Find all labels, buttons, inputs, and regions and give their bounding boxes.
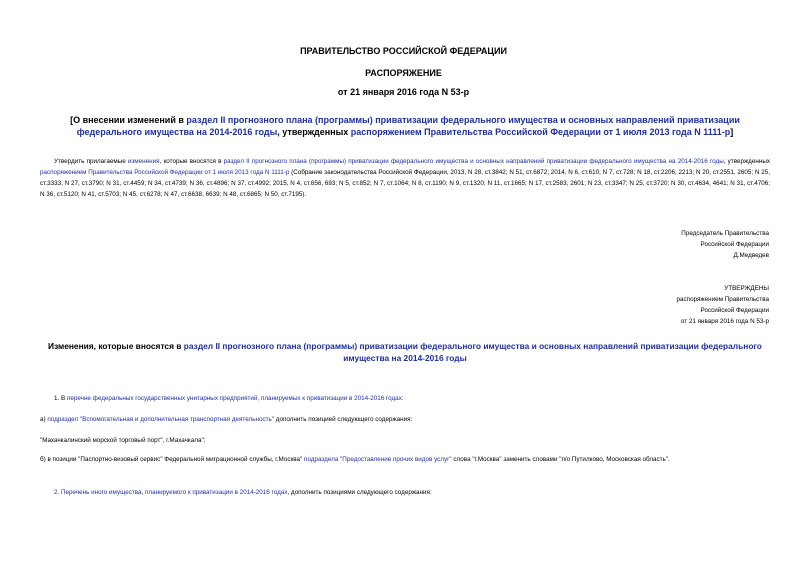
- item-2-link[interactable]: 2. Перечень иного имущества, планируемого к приватизации в 2014-2016 годах: [54, 489, 288, 496]
- item-2: [40, 487, 770, 498]
- item-a-link[interactable]: подраздел "Вспомогательная и дополнительная транспортная деятельность": [47, 416, 275, 423]
- item-a-suffix: дополнить позицией следующего содержания:: [274, 416, 413, 423]
- item-b-link[interactable]: подраздела "Предоставление прочих видов услуг": [304, 456, 452, 463]
- intro-link-section-ii[interactable]: раздел II прогнозного плана (программы) приватизации федерального имущества и основных направлений приватизации федерального имущества на 2014-2016 годы: [223, 158, 724, 165]
- intro-text-1: Утвердить прилагаемые: [54, 158, 128, 165]
- item-b: [40, 454, 770, 465]
- item-1-suffix: :: [401, 395, 404, 402]
- intro-text-4: (Собрание законодательства Российской Федерации, 2013, N 28, ст.3842; N 51, ст.6872; 2014, N 6, ст.610; N 7, ст.728; N 18, ст.2206, 2213; N 20, ст.2551, 2605; N 25, ст.3333; N 27, ст.3790; N 31, ст.4459; N 34, ст.4739; N 36, ст.4896; N 37, ст.4992; 2015, N 4, ст.656, 693; N 5, ст.852; N 7, ст.1064; N 8, ст.1190; N 9, ст.1320; N 11, ст.1665; N 17, ст.2583, 2601; N 23, ст.3347; N 25, ст.3720; N 30, ст.4634, 4641; N 31, ст.4706; N 36, ст.5120; N 41, ст.5703; N 45, ст.6278; N 47, ст.6638, 6639; N 48, ст.6865; N 50, ст.7195).: [40, 169, 770, 198]
- item-b-suffix: слова "г.Москва" заменить словами "п/о Путилково, Московская область".: [451, 456, 670, 463]
- item-1-prefix: 1. В: [54, 395, 67, 402]
- approval-date: от 21 января 2016 года N 53-р: [680, 318, 769, 325]
- intro-link-order-1111[interactable]: распоряжением Правительства Российской Федерации от 1 июля 2013 года N 1111-р: [40, 169, 290, 176]
- document-title: [40, 114, 770, 138]
- title-link-order-1111[interactable]: распоряжением Правительства Российской Федерации от 1 июля 2013 года N 1111-р: [350, 127, 731, 137]
- changes-heading-link[interactable]: раздел II прогнозного плана (программы) приватизации федерального имущества и основных направлений приватизации федерального имущества на 2014-2016 годы: [183, 341, 762, 363]
- approval-line-2: распоряжением Правительства: [676, 296, 769, 303]
- item-1: [40, 393, 770, 404]
- intro-text-3: , утвержденных: [723, 158, 770, 165]
- changes-heading-prefix: Изменения, которые вносятся в: [48, 341, 184, 351]
- item-a-prefix: а): [40, 416, 48, 423]
- changes-heading: [40, 340, 770, 364]
- intro-link-changes[interactable]: изменения: [127, 158, 160, 165]
- signature-position: Председатель Правительства: [681, 230, 769, 237]
- intro-text-2: , которые вносятся в: [159, 158, 224, 165]
- title-prefix: [О внесении изменений в: [70, 115, 187, 125]
- item-2-suffix: , дополнить позициями следующего содержания:: [287, 489, 432, 496]
- item-1-link[interactable]: перечне федеральных государственных унитарных предприятий, планируемых к приватизации в 2014-2016 годах: [66, 395, 402, 402]
- document-type: РАСПОРЯЖЕНИЕ: [365, 68, 442, 78]
- government-heading: ПРАВИТЕЛЬСТВО РОССИЙСКОЙ ФЕДЕРАЦИИ: [300, 46, 507, 56]
- approval-block: [529, 283, 769, 327]
- title-suffix: ]: [730, 127, 734, 137]
- signature-country: Российской Федерации: [700, 241, 769, 248]
- approval-heading: УТВЕРЖДЕНЫ: [724, 285, 769, 292]
- title-link-section-ii[interactable]: раздел II прогнозного плана (программы) приватизации федерального имущества и основных направлений приватизации федерального имущества на 2014-2016 годы: [76, 115, 740, 137]
- signature-block: [529, 228, 769, 261]
- intro-paragraph: [40, 156, 770, 200]
- item-a-quote: "Махачкалинский морской торговый порт", г.Махачкала";: [40, 437, 206, 444]
- title-middle: , утвержденных: [277, 127, 351, 137]
- item-a: [40, 414, 770, 425]
- document-date-number: от 21 января 2016 года N 53-р: [337, 87, 470, 97]
- approval-line-3: Российской Федерации: [700, 307, 769, 314]
- signature-name: Д.Медведев: [733, 252, 769, 259]
- item-b-prefix: б) в позиции "Паспортно-визовый сервис" Федеральной миграционной службы, г.Москва": [40, 456, 305, 463]
